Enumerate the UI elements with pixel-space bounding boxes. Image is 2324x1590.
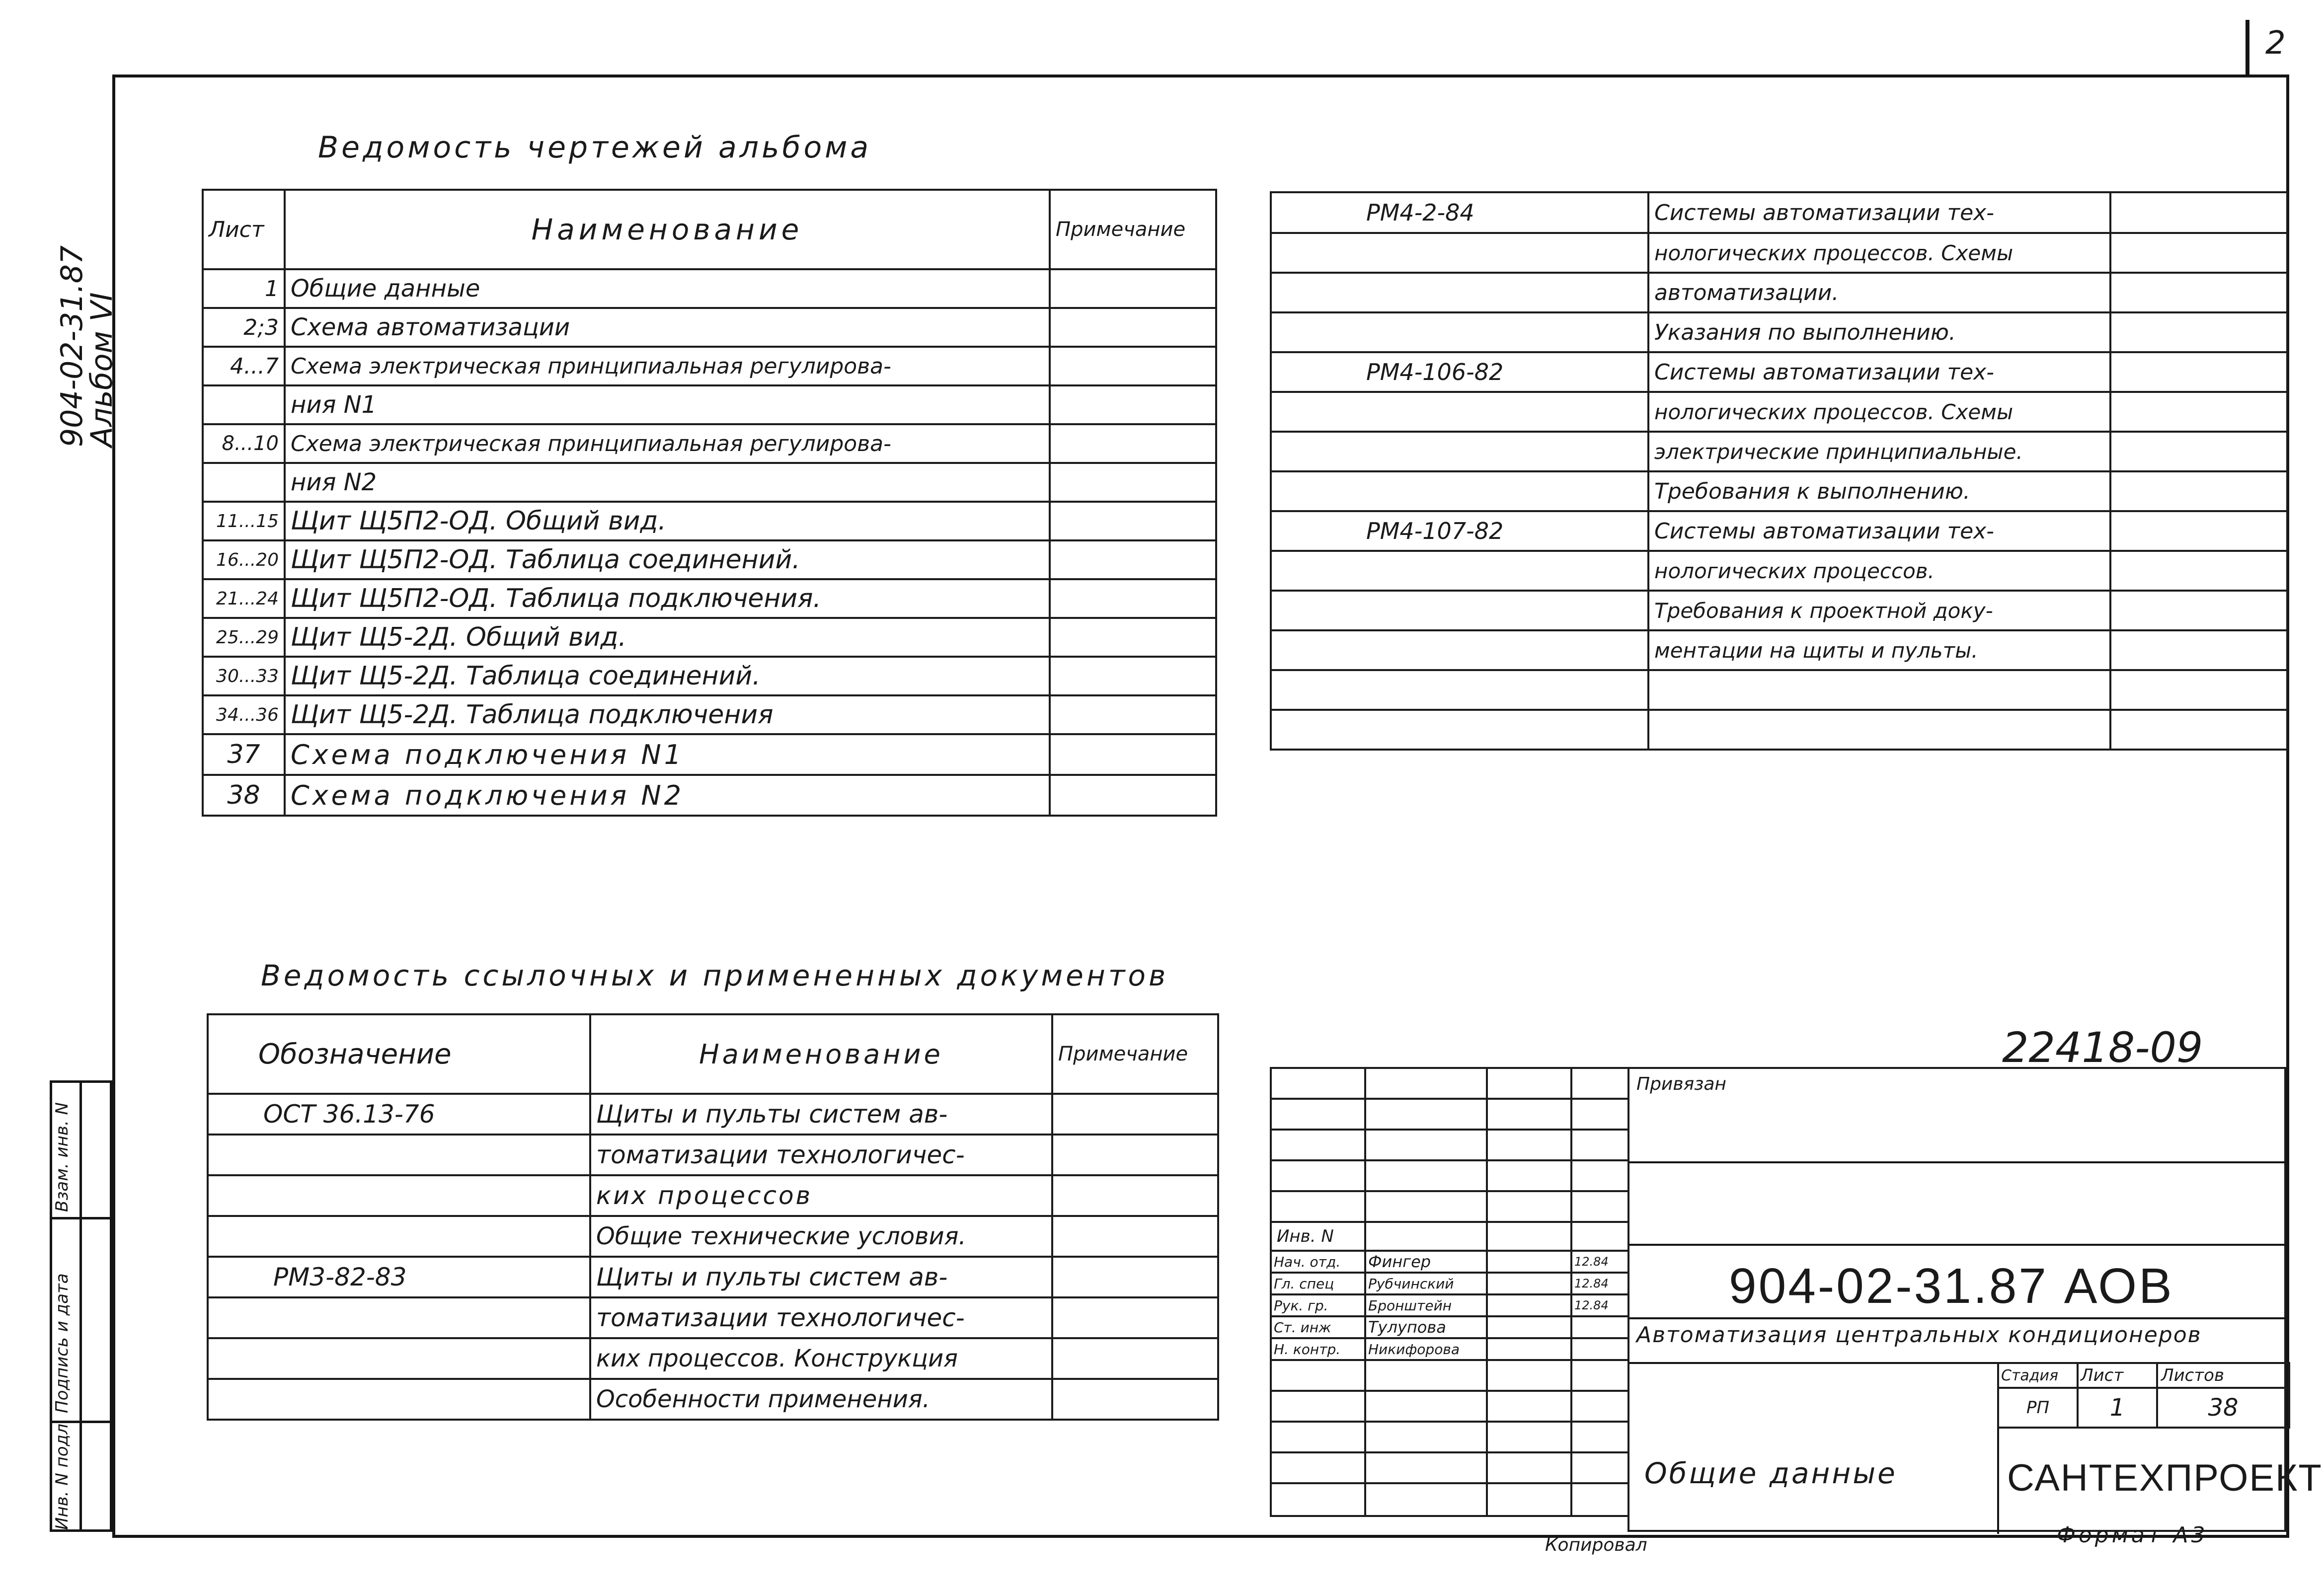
row-note bbox=[2110, 551, 2287, 591]
row-note bbox=[1050, 618, 1216, 657]
sig-cell bbox=[1365, 1222, 1487, 1251]
table-row bbox=[203, 775, 1216, 816]
header-code: Обозначение bbox=[208, 1014, 590, 1094]
header-note: Примечание bbox=[1052, 1014, 1218, 1094]
staff-role: Н. контр. bbox=[1271, 1338, 1365, 1360]
sig-cell bbox=[1365, 1099, 1487, 1130]
page-number-divider bbox=[2246, 20, 2249, 75]
row-name: Системы автоматизации тех- bbox=[1648, 352, 2110, 392]
row-name: электрические принципиальные. bbox=[1648, 432, 2110, 471]
title-block bbox=[1270, 1067, 2323, 1532]
table-row bbox=[1271, 273, 2287, 312]
staff-signature bbox=[1487, 1316, 1571, 1338]
title-sep-1 bbox=[1629, 1161, 2288, 1163]
sig-cell bbox=[1571, 1391, 1628, 1422]
sig-cell bbox=[1487, 1360, 1571, 1391]
doc-title: Общие данные bbox=[1644, 1456, 1897, 1490]
row-code bbox=[1271, 392, 1648, 432]
row-name: ментации на щиты и пульты. bbox=[1648, 630, 2110, 670]
sig-cell bbox=[1571, 1483, 1628, 1516]
sig-cell bbox=[1571, 1422, 1628, 1452]
sig-cell bbox=[1365, 1068, 1487, 1099]
sig-cell bbox=[1571, 1068, 1628, 1099]
row-note bbox=[2110, 511, 2287, 551]
table-row bbox=[203, 618, 1216, 657]
sig-cell bbox=[1571, 1222, 1628, 1251]
stage-label: Стадия bbox=[1998, 1363, 2078, 1388]
sheets-label: Листов bbox=[2157, 1363, 2289, 1388]
row-sheet: 30...33 bbox=[203, 657, 285, 695]
table-row bbox=[1271, 233, 2287, 273]
row-name: Щит Щ5-2Д. Таблица подключения bbox=[285, 695, 1050, 734]
row-note bbox=[2110, 710, 2287, 750]
row-name: нологических процессов. Схемы bbox=[1648, 392, 2110, 432]
staff-signature bbox=[1487, 1273, 1571, 1294]
row-code: РМ4-2-84 bbox=[1271, 192, 1648, 233]
staff-date: 12.84 bbox=[1571, 1273, 1628, 1294]
table-row bbox=[208, 1338, 1218, 1379]
row-sheet: 8...10 bbox=[203, 424, 285, 463]
staff-name: Тулупова bbox=[1365, 1316, 1487, 1338]
row-note bbox=[2110, 630, 2287, 670]
sig-cell bbox=[1571, 1130, 1628, 1160]
header-note: Примечание bbox=[1050, 190, 1216, 269]
row-sheet: 25...29 bbox=[203, 618, 285, 657]
row-sheet: 21...24 bbox=[203, 579, 285, 618]
row-name: Системы автоматизации тех- bbox=[1648, 511, 2110, 551]
row-code: ОСТ 36.13-76 bbox=[208, 1094, 590, 1135]
row-note bbox=[1050, 775, 1216, 816]
row-note bbox=[2110, 312, 2287, 352]
table-row bbox=[1271, 192, 2287, 233]
row-note bbox=[1052, 1257, 1218, 1297]
reference-docs-right-table bbox=[1270, 191, 2288, 751]
table-row bbox=[203, 385, 1216, 424]
staff-signature bbox=[1487, 1338, 1571, 1360]
staff-signature bbox=[1487, 1251, 1571, 1273]
staff-date bbox=[1571, 1338, 1628, 1360]
table-row bbox=[203, 269, 1216, 308]
row-name: Схема автоматизации bbox=[285, 308, 1050, 347]
row-name: Щит Щ5П2-ОД. Общий вид. bbox=[285, 502, 1050, 540]
row-note bbox=[2110, 352, 2287, 392]
sig-cell bbox=[1487, 1483, 1571, 1516]
page-number: 2 bbox=[2265, 25, 2286, 62]
row-note bbox=[1052, 1338, 1218, 1379]
sig-cell bbox=[1487, 1191, 1571, 1222]
row-sheet: 38 bbox=[203, 775, 285, 816]
sig-cell bbox=[1271, 1068, 1365, 1099]
row-sheet: 2;3 bbox=[203, 308, 285, 347]
sig-cell bbox=[1365, 1160, 1487, 1191]
sig-cell bbox=[1365, 1422, 1487, 1452]
table-row bbox=[208, 1094, 1218, 1135]
sig-cell bbox=[1271, 1391, 1365, 1422]
staff-name: Фингер bbox=[1365, 1251, 1487, 1273]
sig-cell bbox=[1487, 1452, 1571, 1483]
reference-docs-table bbox=[207, 1013, 1219, 1421]
row-note bbox=[1050, 308, 1216, 347]
title-right bbox=[1627, 1067, 2323, 1532]
organization: САНТЕХПРОЕКТ bbox=[2007, 1457, 2323, 1499]
row-sheet: 1 bbox=[203, 269, 285, 308]
table-row bbox=[1271, 670, 2287, 710]
staff-name: Бронштейн bbox=[1365, 1294, 1487, 1316]
row-sheet: 4...7 bbox=[203, 347, 285, 385]
table-row bbox=[1271, 312, 2287, 352]
row-note bbox=[1050, 695, 1216, 734]
staff-role: Рук. гр. bbox=[1271, 1294, 1365, 1316]
sig-cell bbox=[1365, 1191, 1487, 1222]
row-note bbox=[2110, 192, 2287, 233]
row-name: Щиты и пульты систем ав- bbox=[590, 1094, 1052, 1135]
table-row bbox=[203, 579, 1216, 618]
header-name: Наименование bbox=[590, 1014, 1052, 1094]
row-name: Общие технические условия. bbox=[590, 1216, 1052, 1257]
reference-docs-title: Ведомость ссылочных и примененных документов bbox=[261, 959, 1169, 992]
table-row bbox=[1271, 630, 2287, 670]
row-code bbox=[208, 1135, 590, 1175]
table-row bbox=[1271, 471, 2287, 511]
row-name: Схема подключения N2 bbox=[285, 775, 1050, 816]
row-name: Общие данные bbox=[285, 269, 1050, 308]
staff-date: 12.84 bbox=[1571, 1294, 1628, 1316]
row-name: Особенности применения. bbox=[590, 1379, 1052, 1420]
row-name: Схема электрическая принципиальная регулирова- bbox=[285, 347, 1050, 385]
row-note bbox=[1052, 1297, 1218, 1338]
table-row bbox=[203, 502, 1216, 540]
sig-cell bbox=[1571, 1452, 1628, 1483]
row-note bbox=[1050, 424, 1216, 463]
row-note bbox=[1052, 1094, 1218, 1135]
row-name: Щит Щ5-2Д. Таблица соединений. bbox=[285, 657, 1050, 695]
row-note bbox=[1050, 540, 1216, 579]
row-sheet: 34...36 bbox=[203, 695, 285, 734]
row-note bbox=[2110, 233, 2287, 273]
table-row bbox=[208, 1379, 1218, 1420]
row-name: нологических процессов. bbox=[1648, 551, 2110, 591]
side-album: Альбом VI bbox=[84, 292, 119, 447]
row-note bbox=[1050, 463, 1216, 502]
sheet-label: Лист bbox=[2078, 1363, 2157, 1388]
row-code bbox=[1271, 312, 1648, 352]
row-note bbox=[1052, 1216, 1218, 1257]
row-sheet: 16...20 bbox=[203, 540, 285, 579]
stamp-inv-orig: Инв. N подл. bbox=[52, 1418, 72, 1530]
row-code bbox=[208, 1379, 590, 1420]
table-row bbox=[208, 1257, 1218, 1297]
table-row bbox=[208, 1135, 1218, 1175]
row-code bbox=[1271, 630, 1648, 670]
row-note bbox=[1050, 579, 1216, 618]
row-name bbox=[1648, 710, 2110, 750]
sig-cell bbox=[1487, 1222, 1571, 1251]
staff-role: Ст. инж bbox=[1271, 1316, 1365, 1338]
sig-cell bbox=[1365, 1483, 1487, 1516]
row-name: Щит Щ5П2-ОД. Таблица соединений. bbox=[285, 540, 1050, 579]
table-row bbox=[208, 1175, 1218, 1216]
row-name: томатизации технологичес- bbox=[590, 1135, 1052, 1175]
row-sheet bbox=[203, 463, 285, 502]
table-row bbox=[1271, 551, 2287, 591]
table-row bbox=[203, 463, 1216, 502]
header-name: Наименование bbox=[285, 190, 1050, 269]
copied-by: Копировал bbox=[1545, 1535, 1647, 1555]
row-name: Системы автоматизации тех- bbox=[1648, 192, 2110, 233]
row-code bbox=[208, 1175, 590, 1216]
sig-cell bbox=[1365, 1130, 1487, 1160]
row-note bbox=[1050, 657, 1216, 695]
sig-cell bbox=[1271, 1483, 1365, 1516]
row-name: Щит Щ5П2-ОД. Таблица подключения. bbox=[285, 579, 1050, 618]
table-row bbox=[1271, 591, 2287, 630]
table-row bbox=[203, 540, 1216, 579]
sig-cell bbox=[1365, 1452, 1487, 1483]
drawings-list-title: Ведомость чертежей альбома bbox=[318, 130, 872, 165]
row-name: Требования к проектной доку- bbox=[1648, 591, 2110, 630]
staff-name: Рубчинский bbox=[1365, 1273, 1487, 1294]
row-sheet: 11...15 bbox=[203, 502, 285, 540]
row-sheet: 37 bbox=[203, 734, 285, 775]
sig-cell bbox=[1487, 1068, 1571, 1099]
sig-cell bbox=[1271, 1191, 1365, 1222]
table-header-row bbox=[208, 1014, 1218, 1094]
title-sep-2 bbox=[1629, 1244, 2288, 1246]
table-row bbox=[203, 347, 1216, 385]
sheet-format: Формат А3 bbox=[2057, 1522, 2208, 1548]
sig-cell bbox=[1271, 1422, 1365, 1452]
row-note bbox=[1050, 502, 1216, 540]
left-stamp-divider bbox=[79, 1083, 82, 1530]
title-sep-3 bbox=[1629, 1317, 2288, 1319]
staff-role: Гл. спец bbox=[1271, 1273, 1365, 1294]
table-row bbox=[208, 1216, 1218, 1257]
stamp-sign-date: Подпись и дата bbox=[52, 1273, 72, 1413]
table-row bbox=[203, 424, 1216, 463]
sig-cell bbox=[1365, 1360, 1487, 1391]
stamp-replace-inv: Взам. инв. N bbox=[52, 1102, 72, 1212]
row-code: РМ4-107-82 bbox=[1271, 511, 1648, 551]
row-code bbox=[1271, 710, 1648, 750]
table-row bbox=[1271, 710, 2287, 750]
table-row bbox=[208, 1297, 1218, 1338]
project-name: Автоматизация центральных кондиционеров bbox=[1636, 1322, 2202, 1348]
sig-cell bbox=[1487, 1160, 1571, 1191]
sig-cell bbox=[1487, 1130, 1571, 1160]
sig-cell bbox=[1571, 1160, 1628, 1191]
row-code bbox=[1271, 432, 1648, 471]
row-name: Схема электрическая принципиальная регулирова- bbox=[285, 424, 1050, 463]
drawings-list-table bbox=[202, 189, 1217, 817]
row-code bbox=[1271, 551, 1648, 591]
inv-label: Инв. N bbox=[1271, 1222, 1365, 1251]
row-code bbox=[208, 1216, 590, 1257]
linked-label: Привязан bbox=[1636, 1074, 1726, 1094]
row-code bbox=[208, 1297, 590, 1338]
row-note bbox=[1052, 1379, 1218, 1420]
table-row bbox=[1271, 432, 2287, 471]
row-name: Указания по выполнению. bbox=[1648, 312, 2110, 352]
row-note bbox=[2110, 432, 2287, 471]
row-name bbox=[1648, 670, 2110, 710]
row-note bbox=[1052, 1175, 1218, 1216]
table-row bbox=[203, 695, 1216, 734]
row-note bbox=[1050, 385, 1216, 424]
staff-name: Никифорова bbox=[1365, 1338, 1487, 1360]
table-row bbox=[203, 657, 1216, 695]
row-code: РМ4-106-82 bbox=[1271, 352, 1648, 392]
sig-cell bbox=[1487, 1391, 1571, 1422]
row-note bbox=[2110, 471, 2287, 511]
staff-role: Нач. отд. bbox=[1271, 1251, 1365, 1273]
row-name: Схема подключения N1 bbox=[285, 734, 1050, 775]
row-name: ких процессов bbox=[590, 1175, 1052, 1216]
row-code bbox=[1271, 233, 1648, 273]
sig-cell bbox=[1271, 1452, 1365, 1483]
sig-cell bbox=[1571, 1099, 1628, 1130]
row-sheet bbox=[203, 385, 285, 424]
stage-value: РП bbox=[1998, 1388, 2078, 1428]
row-code bbox=[1271, 471, 1648, 511]
sig-cell bbox=[1271, 1099, 1365, 1130]
row-note bbox=[2110, 670, 2287, 710]
table-row bbox=[1271, 511, 2287, 551]
row-name: Щит Щ5-2Д. Общий вид. bbox=[285, 618, 1050, 657]
sig-cell bbox=[1487, 1099, 1571, 1130]
side-code: 904-02-31.87 bbox=[55, 245, 89, 447]
staff-signature bbox=[1487, 1294, 1571, 1316]
row-code bbox=[1271, 591, 1648, 630]
row-name: автоматизации. bbox=[1648, 273, 2110, 312]
staff-date bbox=[1571, 1316, 1628, 1338]
stage-grid bbox=[1997, 1362, 2290, 1429]
left-stamp-sep-1 bbox=[52, 1217, 115, 1219]
row-name: Требования к выполнению. bbox=[1648, 471, 2110, 511]
row-note bbox=[2110, 591, 2287, 630]
sig-cell bbox=[1365, 1391, 1487, 1422]
staff-date: 12.84 bbox=[1571, 1251, 1628, 1273]
header-sheet: Лист bbox=[203, 190, 285, 269]
sig-cell bbox=[1571, 1360, 1628, 1391]
sig-cell bbox=[1271, 1160, 1365, 1191]
table-row bbox=[1271, 392, 2287, 432]
row-code bbox=[1271, 670, 1648, 710]
sig-cell bbox=[1271, 1130, 1365, 1160]
row-note bbox=[1050, 347, 1216, 385]
signature-grid bbox=[1270, 1067, 1629, 1517]
table-header-row bbox=[203, 190, 1216, 269]
sheet-value: 1 bbox=[2078, 1388, 2157, 1428]
table-row bbox=[203, 734, 1216, 775]
table-row bbox=[203, 308, 1216, 347]
sig-cell bbox=[1487, 1422, 1571, 1452]
order-number: 22418-09 bbox=[2002, 1023, 2203, 1072]
sig-cell bbox=[1571, 1191, 1628, 1222]
sheets-value: 38 bbox=[2157, 1388, 2289, 1428]
row-note bbox=[1050, 269, 1216, 308]
row-name: Щиты и пульты систем ав- bbox=[590, 1257, 1052, 1297]
row-code bbox=[208, 1338, 590, 1379]
sig-cell bbox=[1271, 1360, 1365, 1391]
row-note bbox=[2110, 273, 2287, 312]
row-note bbox=[1052, 1135, 1218, 1175]
table-row bbox=[1271, 352, 2287, 392]
row-note bbox=[1050, 734, 1216, 775]
row-name: ния N1 bbox=[285, 385, 1050, 424]
row-code bbox=[1271, 273, 1648, 312]
row-name: ких процессов. Конструкция bbox=[590, 1338, 1052, 1379]
row-name: ния N2 bbox=[285, 463, 1050, 502]
row-name: нологических процессов. Схемы bbox=[1648, 233, 2110, 273]
document-code: 904-02-31.87 АОВ bbox=[1729, 1258, 2174, 1314]
row-code: РМ3-82-83 bbox=[208, 1257, 590, 1297]
row-note bbox=[2110, 392, 2287, 432]
row-name: томатизации технологичес- bbox=[590, 1297, 1052, 1338]
